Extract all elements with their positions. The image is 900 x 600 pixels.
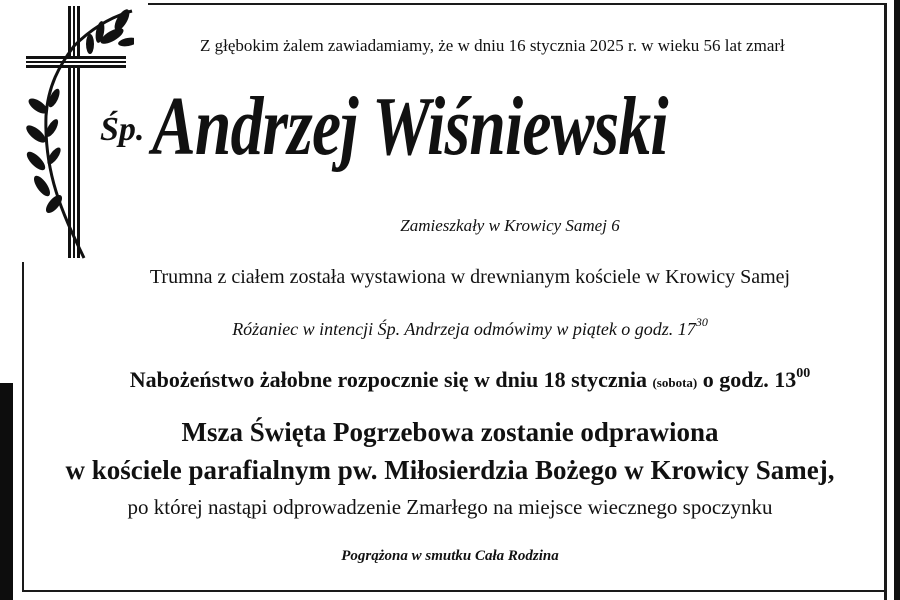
deceased-name-row bbox=[100, 78, 880, 175]
intro-text: Z głębokim żalem zawiadamiamy, że w dniu 16 stycznia 2025 r. w wieku 56 lat zmarł bbox=[200, 36, 785, 55]
mass-line-3: po której nastąpi odprowadzenie Zmarłego na miejsce wiecznego spoczynku bbox=[127, 495, 773, 519]
service-line bbox=[20, 366, 900, 393]
frame-top-border bbox=[148, 3, 886, 5]
rosary-minutes: 30 bbox=[695, 315, 708, 329]
signature: Pogrążona w smutku Cała Rodzina bbox=[341, 548, 559, 564]
rosary-line bbox=[20, 315, 900, 340]
deceased-name: Andrzej Wiśniewski bbox=[152, 80, 669, 173]
rosary-text: Różaniec w intencji Śp. Andrzeja odmówimy w piątek o godz. 17 bbox=[232, 319, 696, 339]
residence-text: Zamieszkały w Krowicy Samej 6 bbox=[400, 216, 620, 235]
scan-edge-left bbox=[0, 383, 13, 600]
service-time: o godz. 13 bbox=[702, 367, 797, 392]
service-day: (sobota) bbox=[652, 375, 698, 390]
service-minutes: 00 bbox=[796, 366, 811, 381]
coffin-text: Trumna z ciałem została wystawiona w drewnianym kościele w Krowicy Samej bbox=[149, 266, 791, 288]
mass-line-1: Msza Święta Pogrzebowa zostanie odprawiona bbox=[181, 417, 719, 447]
frame-bottom-border bbox=[22, 590, 886, 592]
service-text: Nabożeństwo żałobne rozpocznie się w dniu 18 stycznia bbox=[129, 367, 647, 392]
honorific-prefix: Śp. bbox=[100, 111, 145, 148]
mass-line-2: w kościele parafialnym pw. Miłosierdzia Bożego w Krowicy Samej, bbox=[65, 455, 835, 485]
